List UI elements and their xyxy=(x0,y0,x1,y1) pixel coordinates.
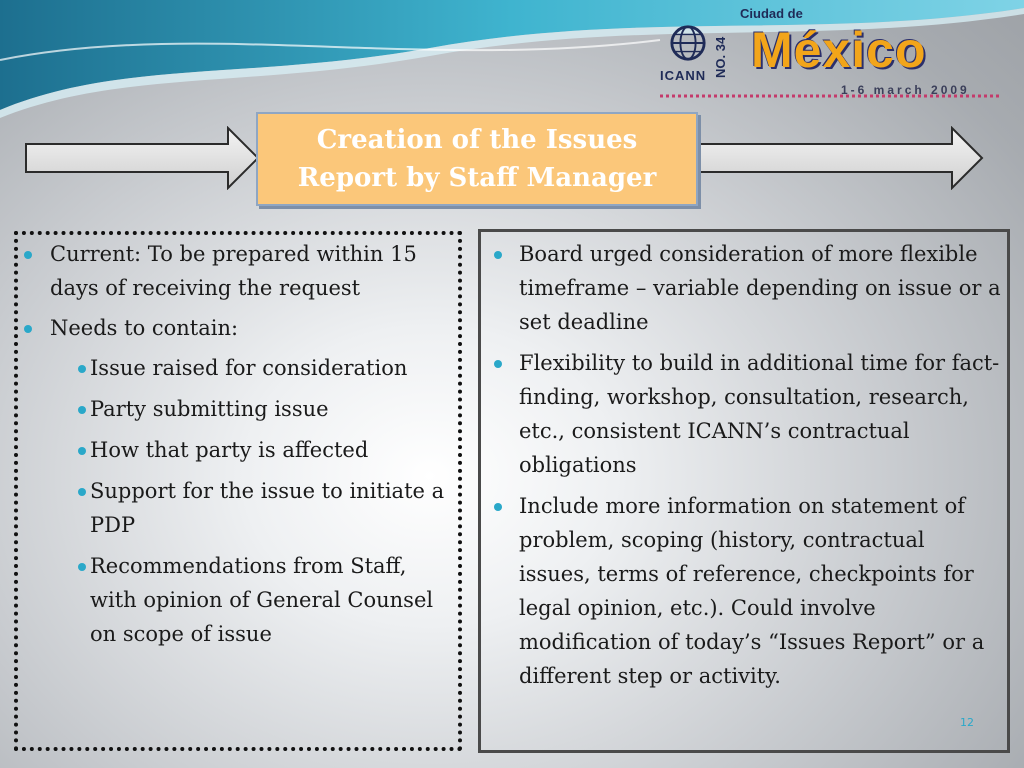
logo-date: 1-6 march 2009 xyxy=(841,83,970,97)
sub-list-item xyxy=(14,549,454,651)
list-item-text: How that party is affected xyxy=(90,438,369,462)
list-item-text: Needs to contain: xyxy=(50,316,239,340)
left-arrow xyxy=(24,126,260,190)
bullet-icon xyxy=(78,406,86,414)
slide-title xyxy=(267,121,687,197)
proposed-changes-list xyxy=(486,237,1001,700)
list-item-text: Recommendations from Staff, with opinion of General Counsel on scope of issue xyxy=(90,554,434,646)
right-arrow xyxy=(698,126,984,190)
bullet-icon xyxy=(494,360,502,368)
bullet-icon xyxy=(78,447,86,455)
bullet-icon xyxy=(24,251,32,259)
globe-icon xyxy=(669,24,707,62)
logo-ciudad: Ciudad de xyxy=(740,6,803,21)
sub-list-item xyxy=(14,474,454,542)
icann-mexico-logo xyxy=(655,6,985,102)
list-item xyxy=(486,489,1001,693)
list-item-text: Include more information on statement of problem, scoping (history, contractual issues, terms of reference, checkpoints for legal opinion, etc.). Could involve modification of today’s “Issues Report” or a different step or activity. xyxy=(519,494,985,688)
current-process-list xyxy=(14,237,454,658)
slide-title-box xyxy=(256,112,698,206)
page-number: 12 xyxy=(960,716,974,729)
logo-icann: ICANN xyxy=(660,68,707,83)
bullet-icon xyxy=(78,488,86,496)
list-item xyxy=(14,237,454,305)
list-item xyxy=(14,311,454,345)
bullet-icon xyxy=(78,365,86,373)
list-item-text: Issue raised for consideration xyxy=(90,356,408,380)
list-item xyxy=(486,346,1001,482)
bullet-icon xyxy=(78,563,86,571)
list-item-text: Board urged consideration of more flexible timeframe – variable depending on issue or a set deadline xyxy=(519,242,1001,334)
list-item-text: Current: To be prepared within 15 days of receiving the request xyxy=(50,242,417,300)
slide-title-line-2: Report by Staff Manager xyxy=(297,163,657,193)
list-item-text: Party submitting issue xyxy=(90,397,329,421)
bullet-icon xyxy=(494,503,502,511)
sub-list-item xyxy=(14,392,454,426)
list-item-text: Support for the issue to initiate a PDP xyxy=(90,479,445,537)
bullet-icon xyxy=(24,325,32,333)
logo-mexico: México xyxy=(751,22,927,78)
sub-list-item xyxy=(14,351,454,385)
list-item-text: Flexibility to build in additional time for fact-finding, workshop, consultation, research, etc., consistent ICANN’s contractual obligations xyxy=(519,351,1000,477)
bullet-icon xyxy=(494,251,502,259)
slide-title-line-1: Creation of the Issues xyxy=(316,125,638,155)
logo-number: NO. 34 xyxy=(713,36,728,78)
sub-list-item xyxy=(14,433,454,467)
list-item xyxy=(486,237,1001,339)
